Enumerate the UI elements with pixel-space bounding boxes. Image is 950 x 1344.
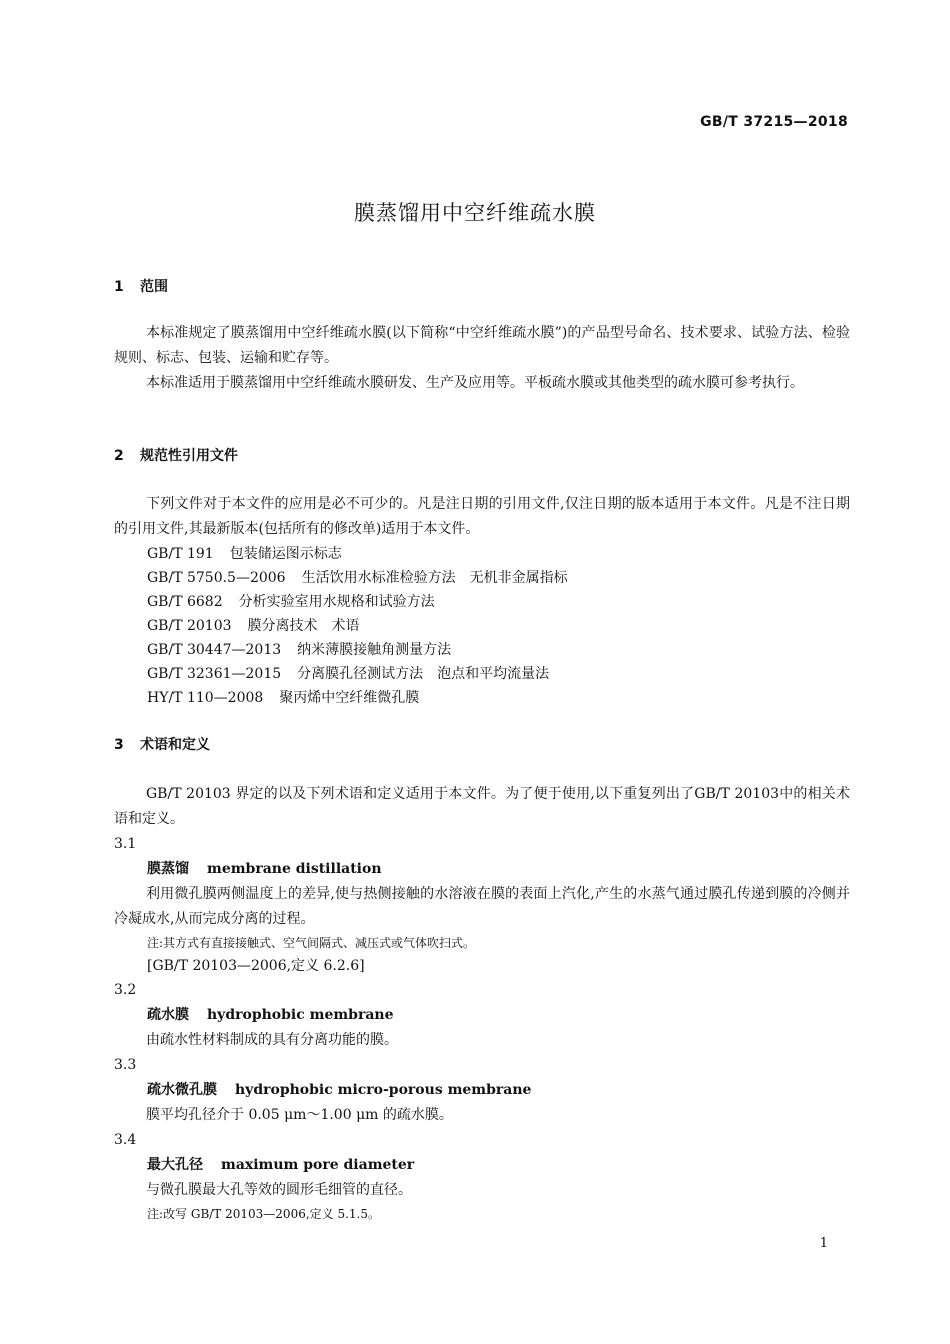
term-note: 注:其方式有直接接触式、空气间隔式、减压式或气体吹扫式。 (147, 936, 476, 950)
term-note: 注:改写 GB/T 20103—2006,定义 5.1.5。 (147, 1207, 380, 1221)
reference-title: 纳米薄膜接触角测量方法 (297, 642, 452, 658)
reference-list (114, 542, 850, 710)
reference-code: HY/T 110—2008 (147, 690, 264, 706)
section-title: 规范性引用文件 (140, 448, 238, 464)
reference-code: GB/T 5750.5—2006 (147, 570, 286, 586)
term-definition: 利用微孔膜两侧温度上的差异,使与热侧接触的水溶液在膜的表面上汽化,产生的水蒸气通过膜孔传递到膜的冷侧并冷凝成水,从而完成分离的过程。 (114, 886, 850, 927)
section-heading (114, 735, 850, 755)
page-number: 1 (819, 1236, 828, 1251)
paragraph: 本标准适用于膜蒸馏用中空纤维疏水膜研发、生产及应用等。平板疏水膜或其他类型的疏水膜可参考执行。 (146, 375, 804, 391)
reference-item (114, 566, 850, 590)
term-chinese: 疏水微孔膜 (147, 1082, 217, 1098)
term-number: 3.3 (114, 1057, 137, 1073)
term-number: 3.1 (114, 836, 137, 852)
term-entry (114, 1053, 850, 1128)
reference-item (114, 662, 850, 686)
term-english: hydrophobic membrane (207, 1007, 394, 1023)
term-entry (114, 832, 850, 978)
term-entry (114, 1128, 850, 1225)
reference-item (114, 542, 850, 566)
term-english: hydrophobic micro-porous membrane (235, 1082, 532, 1098)
reference-title: 膜分离技术 术语 (247, 618, 360, 634)
term-definition: 由疏水性材料制成的具有分离功能的膜。 (146, 1032, 398, 1048)
terms-body (114, 782, 850, 1225)
term-chinese: 最大孔径 (147, 1157, 203, 1173)
reference-code: GB/T 30447—2013 (147, 642, 282, 658)
term-number: 3.2 (114, 982, 137, 998)
term-definition: 膜平均孔径介于 0.05 μm～1.00 μm 的疏水膜。 (146, 1107, 453, 1123)
term-title (114, 1003, 850, 1028)
reference-code: GB/T 191 (147, 546, 214, 562)
section-heading (114, 277, 850, 297)
section-number: 3 (114, 737, 124, 753)
reference-title: 分离膜孔径测试方法 泡点和平均流量法 (297, 666, 550, 682)
term-chinese: 疏水膜 (147, 1007, 189, 1023)
standard-code: GB/T 37215—2018 (700, 114, 848, 130)
paragraph: 下列文件对于本文件的应用是必不可少的。凡是注日期的引用文件,仅注日期的版本适用于本文件。凡是不注日期的引用文件,其最新版本(包括所有的修改单)适用于本文件。 (114, 496, 850, 537)
reference-title: 包装储运图示标志 (229, 546, 342, 562)
document-title: 膜蒸馏用中空纤维疏水膜 (354, 201, 596, 225)
section-scope (114, 277, 850, 297)
reference-title: 分析实验室用水规格和试验方法 (238, 594, 435, 610)
reference-title: 聚丙烯中空纤维微孔膜 (279, 690, 420, 706)
term-english: membrane distillation (207, 861, 382, 877)
reference-item (114, 686, 850, 710)
term-title (114, 1153, 850, 1178)
scope-body (114, 321, 850, 396)
term-definition: 与微孔膜最大孔等效的圆形毛细管的直径。 (146, 1182, 412, 1198)
term-entry (114, 978, 850, 1053)
term-english: maximum pore diameter (221, 1157, 415, 1173)
term-title (114, 857, 850, 882)
section-title: 术语和定义 (140, 737, 210, 753)
section-heading (114, 446, 850, 466)
paragraph: GB/T 20103 界定的以及下列术语和定义适用于本文件。为了便于使用,以下重复列出了GB/T 20103中的相关术语和定义。 (114, 786, 850, 827)
section-title: 范围 (140, 279, 168, 295)
section-number: 2 (114, 448, 124, 464)
paragraph: 本标准规定了膜蒸馏用中空纤维疏水膜(以下简称“中空纤维疏水膜”)的产品型号命名、技术要求、试验方法、检验规则、标志、包装、运输和贮存等。 (114, 325, 850, 366)
reference-item (114, 614, 850, 638)
term-source: [GB/T 20103—2006,定义 6.2.6] (147, 958, 365, 974)
reference-item (114, 590, 850, 614)
reference-code: GB/T 32361—2015 (147, 666, 282, 682)
reference-code: GB/T 20103 (147, 618, 232, 634)
section-terms-and-definitions (114, 735, 850, 755)
normative-references-body (114, 492, 850, 710)
reference-code: GB/T 6682 (147, 594, 223, 610)
term-number: 3.4 (114, 1132, 137, 1148)
section-number: 1 (114, 279, 124, 295)
term-title (114, 1078, 850, 1103)
section-normative-references (114, 446, 850, 466)
reference-item (114, 638, 850, 662)
term-chinese: 膜蒸馏 (147, 861, 189, 877)
reference-title: 生活饮用水标准检验方法 无机非金属指标 (301, 570, 568, 586)
